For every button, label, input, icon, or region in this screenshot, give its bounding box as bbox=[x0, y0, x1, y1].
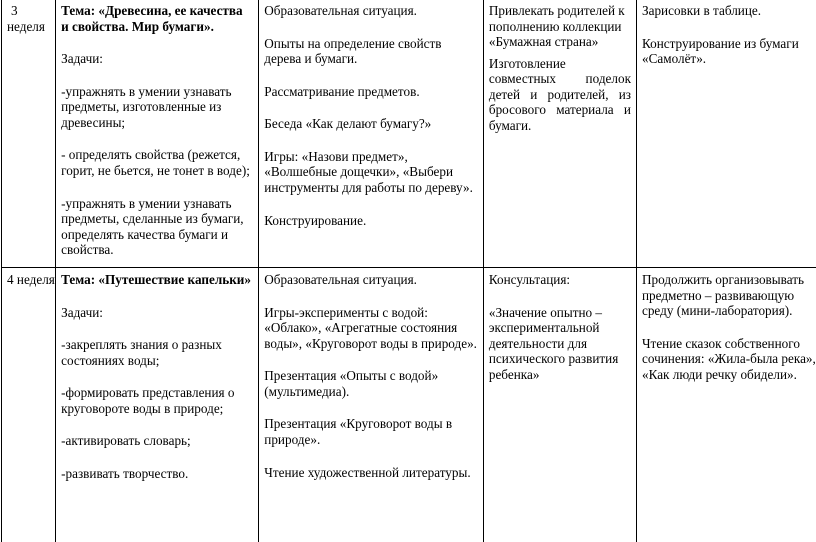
table-row-week-4 bbox=[2, 268, 816, 542]
activity-item: Игры-эксперименты с водой: «Облако», «Агрегатные состояния воды», «Круговорот воды в природе». bbox=[264, 304, 477, 351]
task-item: - определять свойства (режется, горит, не бьется, не тонет в воде); bbox=[61, 147, 250, 179]
independent-item: Продолжить организовывать предметно – развивающую среду (мини-лаборатория). bbox=[641, 272, 804, 319]
theme-cell bbox=[56, 0, 259, 268]
task-item: -упражнять в умении узнавать предметы, сделанные из бумаги, определять качества бумаги и свойства. bbox=[61, 195, 244, 258]
activity-item: Опыты на определение свойств дерева и бумаги. bbox=[264, 35, 442, 67]
activities-cell bbox=[259, 268, 484, 542]
parents-item: Консультация: bbox=[488, 272, 571, 287]
independent-item: Чтение сказок собственного сочинения: «Жила-была река», «Как люди речку обидели». bbox=[641, 335, 816, 382]
week-label: 4 неделя bbox=[7, 272, 55, 287]
table-row-week-3 bbox=[2, 0, 816, 268]
task-item: -формировать представления о круговороте воды в природе; bbox=[61, 385, 235, 416]
tasks-label: Задачи: bbox=[61, 51, 103, 67]
activity-item: Презентация «Опыты с водой» (мультимедиа). bbox=[264, 368, 439, 399]
task-item: -активировать словарь; bbox=[61, 433, 191, 449]
activities-cell bbox=[259, 0, 484, 268]
parents-cell bbox=[483, 0, 636, 268]
tasks-label: Задачи: bbox=[61, 304, 103, 320]
activity-item: Презентация «Круговорот воды в природе». bbox=[264, 416, 453, 448]
week-cell bbox=[2, 0, 56, 268]
task-item: -развивать творчество. bbox=[61, 466, 189, 482]
week-cell bbox=[2, 268, 56, 542]
parents-item: «Значение опытно – экспериментальной деятельности для психического развития ребенка» bbox=[488, 304, 619, 382]
week-label: неделя bbox=[7, 18, 45, 34]
independent-cell bbox=[636, 268, 816, 542]
activity-item: Чтение художественной литературы. bbox=[264, 464, 471, 480]
parents-cell bbox=[483, 268, 636, 542]
activity-item: Образовательная ситуация. bbox=[264, 272, 417, 287]
theme-cell bbox=[56, 268, 259, 542]
week-number: 3 bbox=[11, 3, 18, 18]
plan-table bbox=[1, 0, 816, 542]
parents-item: Привлекать родителей к пополнению коллекции «Бумажная страна» bbox=[488, 3, 625, 50]
activity-item: Образовательная ситуация. bbox=[264, 3, 417, 18]
task-item: -закреплять знания о разных состояниях воды; bbox=[61, 337, 222, 368]
theme-title: Тема: «Путешествие капельки» bbox=[61, 272, 251, 287]
theme-title: Тема: «Древесина, ее качества и свойства. Мир бумаги». bbox=[61, 3, 243, 34]
activity-item: Беседа «Как делают бумагу?» bbox=[264, 116, 432, 132]
independent-cell bbox=[636, 0, 816, 268]
independent-item: Конструирование из бумаги «Самолёт». bbox=[641, 35, 799, 67]
parents-item: Изготовление совместных поделок детей и родителей, из бросового материала и бумаги. bbox=[488, 55, 631, 134]
activity-item: Рассматривание предметов. bbox=[264, 83, 420, 99]
activity-item: Игры: «Назови предмет», «Волшебные дощечки», «Выбери инструменты для работы по дереву». bbox=[264, 148, 473, 196]
activity-item: Конструирование. bbox=[264, 212, 367, 228]
independent-item: Зарисовки в таблице. bbox=[641, 3, 762, 18]
task-item: -упражнять в умении узнавать предметы, изготовленные из древесины; bbox=[61, 83, 232, 130]
